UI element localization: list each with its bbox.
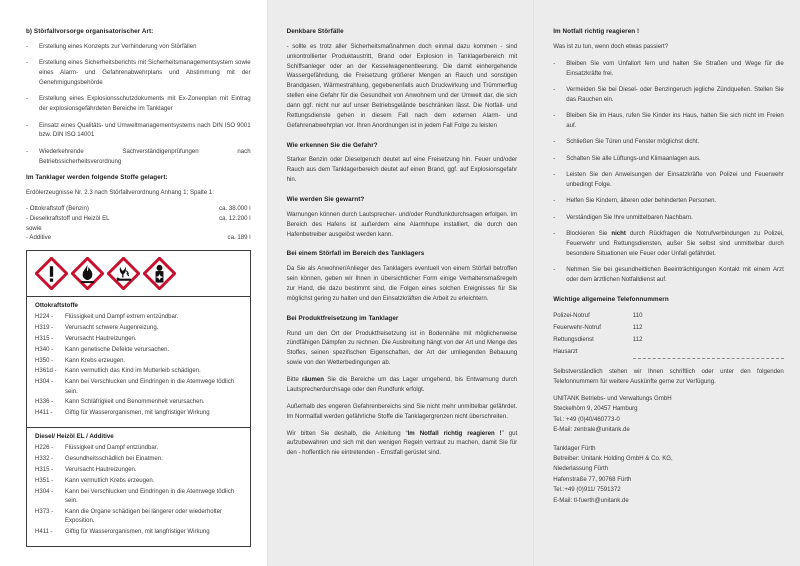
substance-row [26,214,251,224]
dash-bullet-icon: - [26,59,29,67]
address-line: E-Mail: tl-fuerth@unitank.de [553,496,629,504]
rule-text: Bleiben Sie vom Unfallort fern und halten Sie Straßen und Wege für die Einsatzkräfte frei. [566,59,784,77]
address-line: Niederlassung Fürth [553,465,609,473]
hazard-group [27,427,250,546]
rule-text: Schalten Sie alle Lüftungs-und Klimaanlagen aus. [566,154,701,162]
phone-row [553,346,784,358]
hazard-code: H224 - [35,314,54,321]
measure-item [26,42,251,52]
substance-name: - Dieselkraftstoff und Heizöl EL [26,214,110,222]
hazard-code: H411 - [35,410,53,417]
storage-intro: Erdölerzeugnisse Nr. 2.3 nach Störfallverordnung Anhang 1; Spalte 1: [26,189,215,197]
address-line: Tel.:+49 (0)911/ 7591372 [553,486,621,494]
hazard-code: H340 - [35,346,54,353]
phone-write-in-line[interactable] [633,346,784,358]
rule-text: Schließen Sie Türen und Fenster möglichst dicht. [566,138,700,146]
hazard-text: Flüssigkeit und Dampf entzündbar. [65,445,159,452]
column-three [533,28,800,556]
text-raeumen [287,375,518,395]
hazard-code: H373 - [35,508,54,515]
emergency-rule-item [553,59,784,79]
dash-bullet-icon: - [553,112,556,120]
emergency-rule-item [553,213,784,223]
measure-text: Einsatz eines Qualitäts- und Umweltmanagementsystems nach DIN ISO 9001 bzw. DIN ISO 14001 [39,121,251,139]
hazard-group-title: Diesel/ Heizöl EL / Additive [35,433,114,441]
rule-emphasis: nicht [611,230,626,238]
hazard-statement-row [35,398,242,407]
hazard-code: H304 - [35,379,54,386]
hazard-statement-row [35,378,242,397]
rule-text: Nehmen Sie bei gesundheitlichen Beeinträchtigungen Kontakt mit einem Arzt oder dem ärztlichen Notfalldienst auf. [566,266,784,283]
hazard-text: Kann die Organe schädigen bei längerer oder wiederholter Exposition. [65,508,222,525]
emergency-rule-item [553,229,784,259]
hazard-statement-row [35,367,242,376]
hazard-statement-row [35,357,242,366]
hazard-code: H304 - [35,488,54,495]
section-heading-organisatorisch: b) Störfallvorsorge organisatorischer Art: [26,28,154,35]
measure-text: Erstellung eines Konzepts zur Verhinderung von Störfällen [39,42,197,50]
hazard-text: Verursacht Hautreizungen. [65,466,137,473]
hazard-code: H315 - [35,466,54,473]
health-hazard-pictogram [143,257,176,290]
hazard-code: H361d - [35,368,57,375]
dash-bullet-icon: - [553,85,556,93]
hazard-statement-row [35,335,242,344]
phone-row [553,334,784,346]
emergency-rule-item [553,196,784,206]
ghs-pictogram-row [27,251,250,297]
emergency-rule-item [553,85,784,105]
substance-amount [189,224,251,234]
hazard-code: H351 - [35,477,54,484]
hazard-group-title: Ottokraftstoffe [35,302,78,310]
phone-number: 112 [632,336,643,344]
hazard-information-box [26,250,251,547]
phone-label: Rettungsdienst [553,336,594,344]
emergency-rule-item [553,154,784,164]
flame-pictogram [71,257,104,290]
measure-text: Wiederkehrende Sachverständigenprüfungen nach Betriebssicherheitsverordnung [39,147,251,165]
address-line: Steckelhörn 9, 20457 Hamburg [553,405,638,413]
text-stoerfall-tanklager: Da Sie als Anwohner/Anlieger des Tanklagers eventuell von einem Störfall betroffen sein können, geben wir Ihnen in übersichtlicher Form einige Verhaltensmaßregeln zur Hand, die dazu bestimmt sind, die Folgen eines solchen Ereignisses für Sie möglichst gering zu halten und den Einsatzkräften die Arbeit zu erleichtern. [286,265,518,302]
substance-amount: ca. 189 l [227,234,251,242]
storage-heading: Im Tanklager werden folgende Stoffe gelagert: [26,174,168,182]
organisational-measures-list [26,42,251,167]
hazard-text: Flüssigkeit und Dampf extrem entzündbar. [65,314,179,321]
hazard-statement-row [35,444,242,453]
hazard-statement-row [35,488,242,507]
hazard-text: Kann bei Verschlucken und Eindringen in die Atemwege tödlich sein. [65,379,235,395]
dash-bullet-icon: - [553,266,556,274]
emergency-rules-list [553,59,784,285]
address-line: UNITANK Betriebs- und Verwaltungs GmbH [553,394,672,402]
substance-name: sowie [26,224,42,232]
hazard-statement-row [35,508,242,527]
hazard-code: H336 - [35,399,54,406]
hazard-text: Giftig für Wasserorganismen, mit langfristiger Wirkung [65,529,210,536]
hazard-text: Kann vermutlich Krebs erzeugen. [65,477,155,484]
raeumen-post: Sie die Bereiche um das Lager umgehend, bis Entwarnung durch Lautsprecherdurchsage oder den Rundfunk erfolgt. [286,376,518,393]
hazard-statement-row [35,466,242,475]
substance-row [26,204,251,214]
raeumen-emphasis: räumen [302,376,325,384]
substance-amount: ca. 12.200 l [219,214,251,222]
hazard-statement-row [35,313,242,322]
measure-item [26,94,251,114]
heading-denkbare-stoerfaelle: Denkbare Störfälle [286,28,344,35]
dash-bullet-icon: - [553,171,556,179]
bitten-pre: Wir bitten Sie deshalb, die Anleitung “ [286,429,408,437]
hazard-text: Kann Schläfrigkeit und Benommenheit verursachen. [65,399,205,406]
hazard-statement-row [35,455,242,464]
hazard-code: H226 - [35,445,54,452]
rule-text: Bleiben Sie im Haus, rufen Sie Kinder ins Haus, halten Sie sich nicht im Freien auf. [566,112,784,130]
address-line: Tanklager Fürth [553,444,596,452]
address-tanklager-fuerth [553,444,784,507]
hazard-text: Giftig für Wasserorganismen, mit langfristiger Wirkung [65,410,210,417]
address-line: Betreiber: Unitank Holding GmbH & Co. KG, [553,455,673,462]
address-line: E-Mail: zentrale@unitank.de [553,426,630,434]
rule-text: Leisten Sie den Anweisungen der Einsatzkräfte von Polizei und Feuerwehr unbedingt Folge. [566,171,784,188]
text-ausserhalb-gefahrenbereich: Außerhalb des engeren Gefahrenbereichs sind Sie nicht mehr unmittelbar gefährdet. Im Normalfall werden gefährliche Stoffe die Tanklagergrenzen nicht überschreiten. [286,402,518,420]
substance-name: - Additive [26,234,52,242]
hazard-code: H411 - [35,529,53,536]
phone-row [553,310,784,322]
address-headquarters [553,394,784,436]
dash-bullet-icon: - [553,213,556,221]
dash-bullet-icon: - [553,59,556,67]
hazard-text: Verursacht Hautreizungen. [65,335,137,342]
hazard-text: Gesundheitsschädlich bei Einatmen. [65,456,163,463]
measure-text: Erstellung eines Explosionsschutzdokuments mit Ex-Zonenplan mit Eintrag der explosionsgefährdeten Bereiche im Tanklager [39,95,251,113]
hazard-statement-row [35,528,242,537]
phone-label: Hausarzt [553,348,578,356]
text-anleitung-aufbewahren [287,429,518,459]
exclamation-mark-pictogram [35,257,68,290]
measure-item [26,121,251,141]
emergency-phone-table [553,310,784,359]
rule-text: Helfen Sie Kindern, älteren oder behinderten Personen. [566,197,717,205]
hazard-text: Verursacht schwere Augenreizung. [65,324,159,331]
phone-label: Feuerwehr-Notruf [553,323,601,331]
hazard-statement-row [35,477,242,486]
rule-text: Verständigen Sie Ihre unmittelbaren Nachbarn. [566,213,693,221]
text-gefahr-erkennen: Starker Benzin oder Dieselgeruch deutet auf eine Freisetzung hin. Feuer und/oder Rauch aus dem Tanklagerbereich deutet auf einen Brand, ggf. auf Explosionsgefahr hin. [286,156,518,184]
bitten-emphasis: Im Notfall richtig reagieren ! [407,429,502,437]
measure-item [26,147,251,167]
hazard-text: Kann bei Verschlucken und Eindringen in die Atemwege tödlich sein. [65,488,235,504]
hazard-statement-groups [27,297,250,546]
dash-bullet-icon: - [26,95,29,103]
measure-text: Erstellung eines Sicherheitsberichts mit Sicherheitsmanagementsystem sowie eines Alarm- und Gefahrenabwehrplans und Abstimmung mit der Genehmigungsbehörde [39,59,251,86]
heading-produktfreisetzung: Bei Produktfreisetzung im Tanklager [286,314,399,322]
dash-bullet-icon: - [553,154,556,162]
hazard-group [27,297,250,427]
column-one [0,28,267,556]
heading-telefonnummern: Wichtige allgemeine Telefonnummern [553,295,669,303]
address-line: Tel.: +49 (0)40/460773-0 [553,415,620,423]
dash-bullet-icon: - [26,147,29,155]
substance-amount: ca. 38.000 l [219,205,251,213]
hazard-code: H332 - [35,456,54,463]
hazard-statement-row [35,324,242,333]
rule-text-cont: durch Rückfragen die Notrufverbindungen zu Polizei, Feuerwehr und Rettungsdiensten, außer Sie selbst sind unmittelbar durch besondere Situationen wie Feuer oder Unfall gefährdet. [566,230,784,257]
text-gewarnt: Warnungen können durch Lautsprecher- und/oder Rundfunkdurchsagen erfolgen. Im Bereich des Hafens ist außerdem eine Alarmhupe installiert, die durch den Hafenbetreiber ausgelöst werden kann. [286,210,518,238]
text-denkbare-stoerfaelle: - sollte es trotz aller Sicherheitsmaßnahmen doch einmal dazu kommen - sind unkontrollierter Produktaustritt, Brand oder Explosion in Tanklagerbereich mit Schiffsanleger oder an der Kesselwagenentleerung. Die damit einhergehende Wassergefährdung, die Freisetzung größerer Mengen an Rauch und sonstigen Brandgasen, Wärmestrahlung, gegebenenfalls auch Druckwirkung und Trümmerflug stellen eine Gefahr für die Gesundheit von Anwohnern und der Umwelt dar, die sich dann ggf. nicht nur auf unser Betriebsgelände beschränken lässt. Die Notfall- und Rettungsdienste gehen in diesem Fall nach dem externen Alarm- und Gefahrenabwehrplan vor. Ihren Anordnungen ist in jedem Fall Folge zu leisten [286,42,518,129]
substance-row [26,224,251,234]
rule-text: Blockieren Sie [566,230,612,238]
dash-bullet-icon: - [553,138,556,146]
bitten-post: ” gut aufzubewahren und sich mit den wenigen Regeln vertraut zu machen, damit Sie für den - hoffentlich nie eintretenden - Ernstfall gerüstet sind. [286,429,518,457]
hazard-text: Kann Krebs erzeugen. [65,357,126,364]
hazard-statement-row [35,346,242,355]
heading-stoerfall-tanklager: Bei einem Störfall im Bereich des Tanklagers [286,250,425,258]
dash-bullet-icon: - [553,197,556,205]
phone-number: 112 [632,323,643,331]
address-line: Hafenstraße 77, 90768 Fürth [553,475,632,483]
raeumen-pre: Bitte [286,376,303,384]
measure-item [26,58,251,88]
dash-bullet-icon: - [26,42,29,50]
emergency-rule-item [553,170,784,190]
substance-quantity-table [26,204,251,243]
hazard-text: Kann vermutlich das Kind im Mutterleib schädigen. [65,368,201,375]
heading-notfall-reagieren: Im Notfall richtig reagieren ! [553,28,640,35]
emergency-rule-item [553,265,784,285]
phone-row [553,322,784,334]
heading-gefahr-erkennen: Wie erkennen Sie die Gefahr? [286,141,378,149]
text-notfall-intro: Was ist zu tun, wenn doch etwas passiert? [553,42,669,50]
heading-gewarnt: Wie werden Sie gewarnt? [286,196,365,204]
dash-bullet-icon: - [26,121,29,129]
column-two [267,28,534,556]
hazard-code: H315 - [35,335,54,342]
substance-name: - Ottokraftstoff (Benzin) [26,205,89,213]
hazard-code: H319 - [35,324,54,331]
substance-row [26,233,251,243]
hazard-code: H350 - [35,357,54,364]
phone-number: 110 [632,311,643,319]
environment-pictogram [107,257,140,290]
emergency-rule-item [553,111,784,131]
phone-label: Polizei-Notruf [553,311,590,319]
hazard-statement-row [35,409,242,418]
dash-bullet-icon: - [553,230,556,238]
emergency-rule-item [553,137,784,147]
text-produktfreisetzung: Rund um den Ort der Produktfreisetzung ist in Bodennähe mit möglicherweise zündfähigen Dämpfen zu rechnen. Die Ausbreitung hängt von der Art und Menge des Stoffes, seinen spezifischen Eigenschaften, der Art der umliegenden Bebauung sowie von den Wetterbedingungen ab. [286,329,518,367]
rule-text: Vermeiden Sie bei Diesel- oder Benzingeruch jegliche Zündquellen. Stellen Sie das Rauchen ein. [566,85,784,103]
text-closing: Selbstverständlich stehen wir Ihnen schriftlich oder unter den folgenden Telefonnummern für weitere Auskünfte gerne zur Verfügung. [553,367,784,385]
hazard-text: Kann genetische Defekte verursachen. [65,346,170,353]
